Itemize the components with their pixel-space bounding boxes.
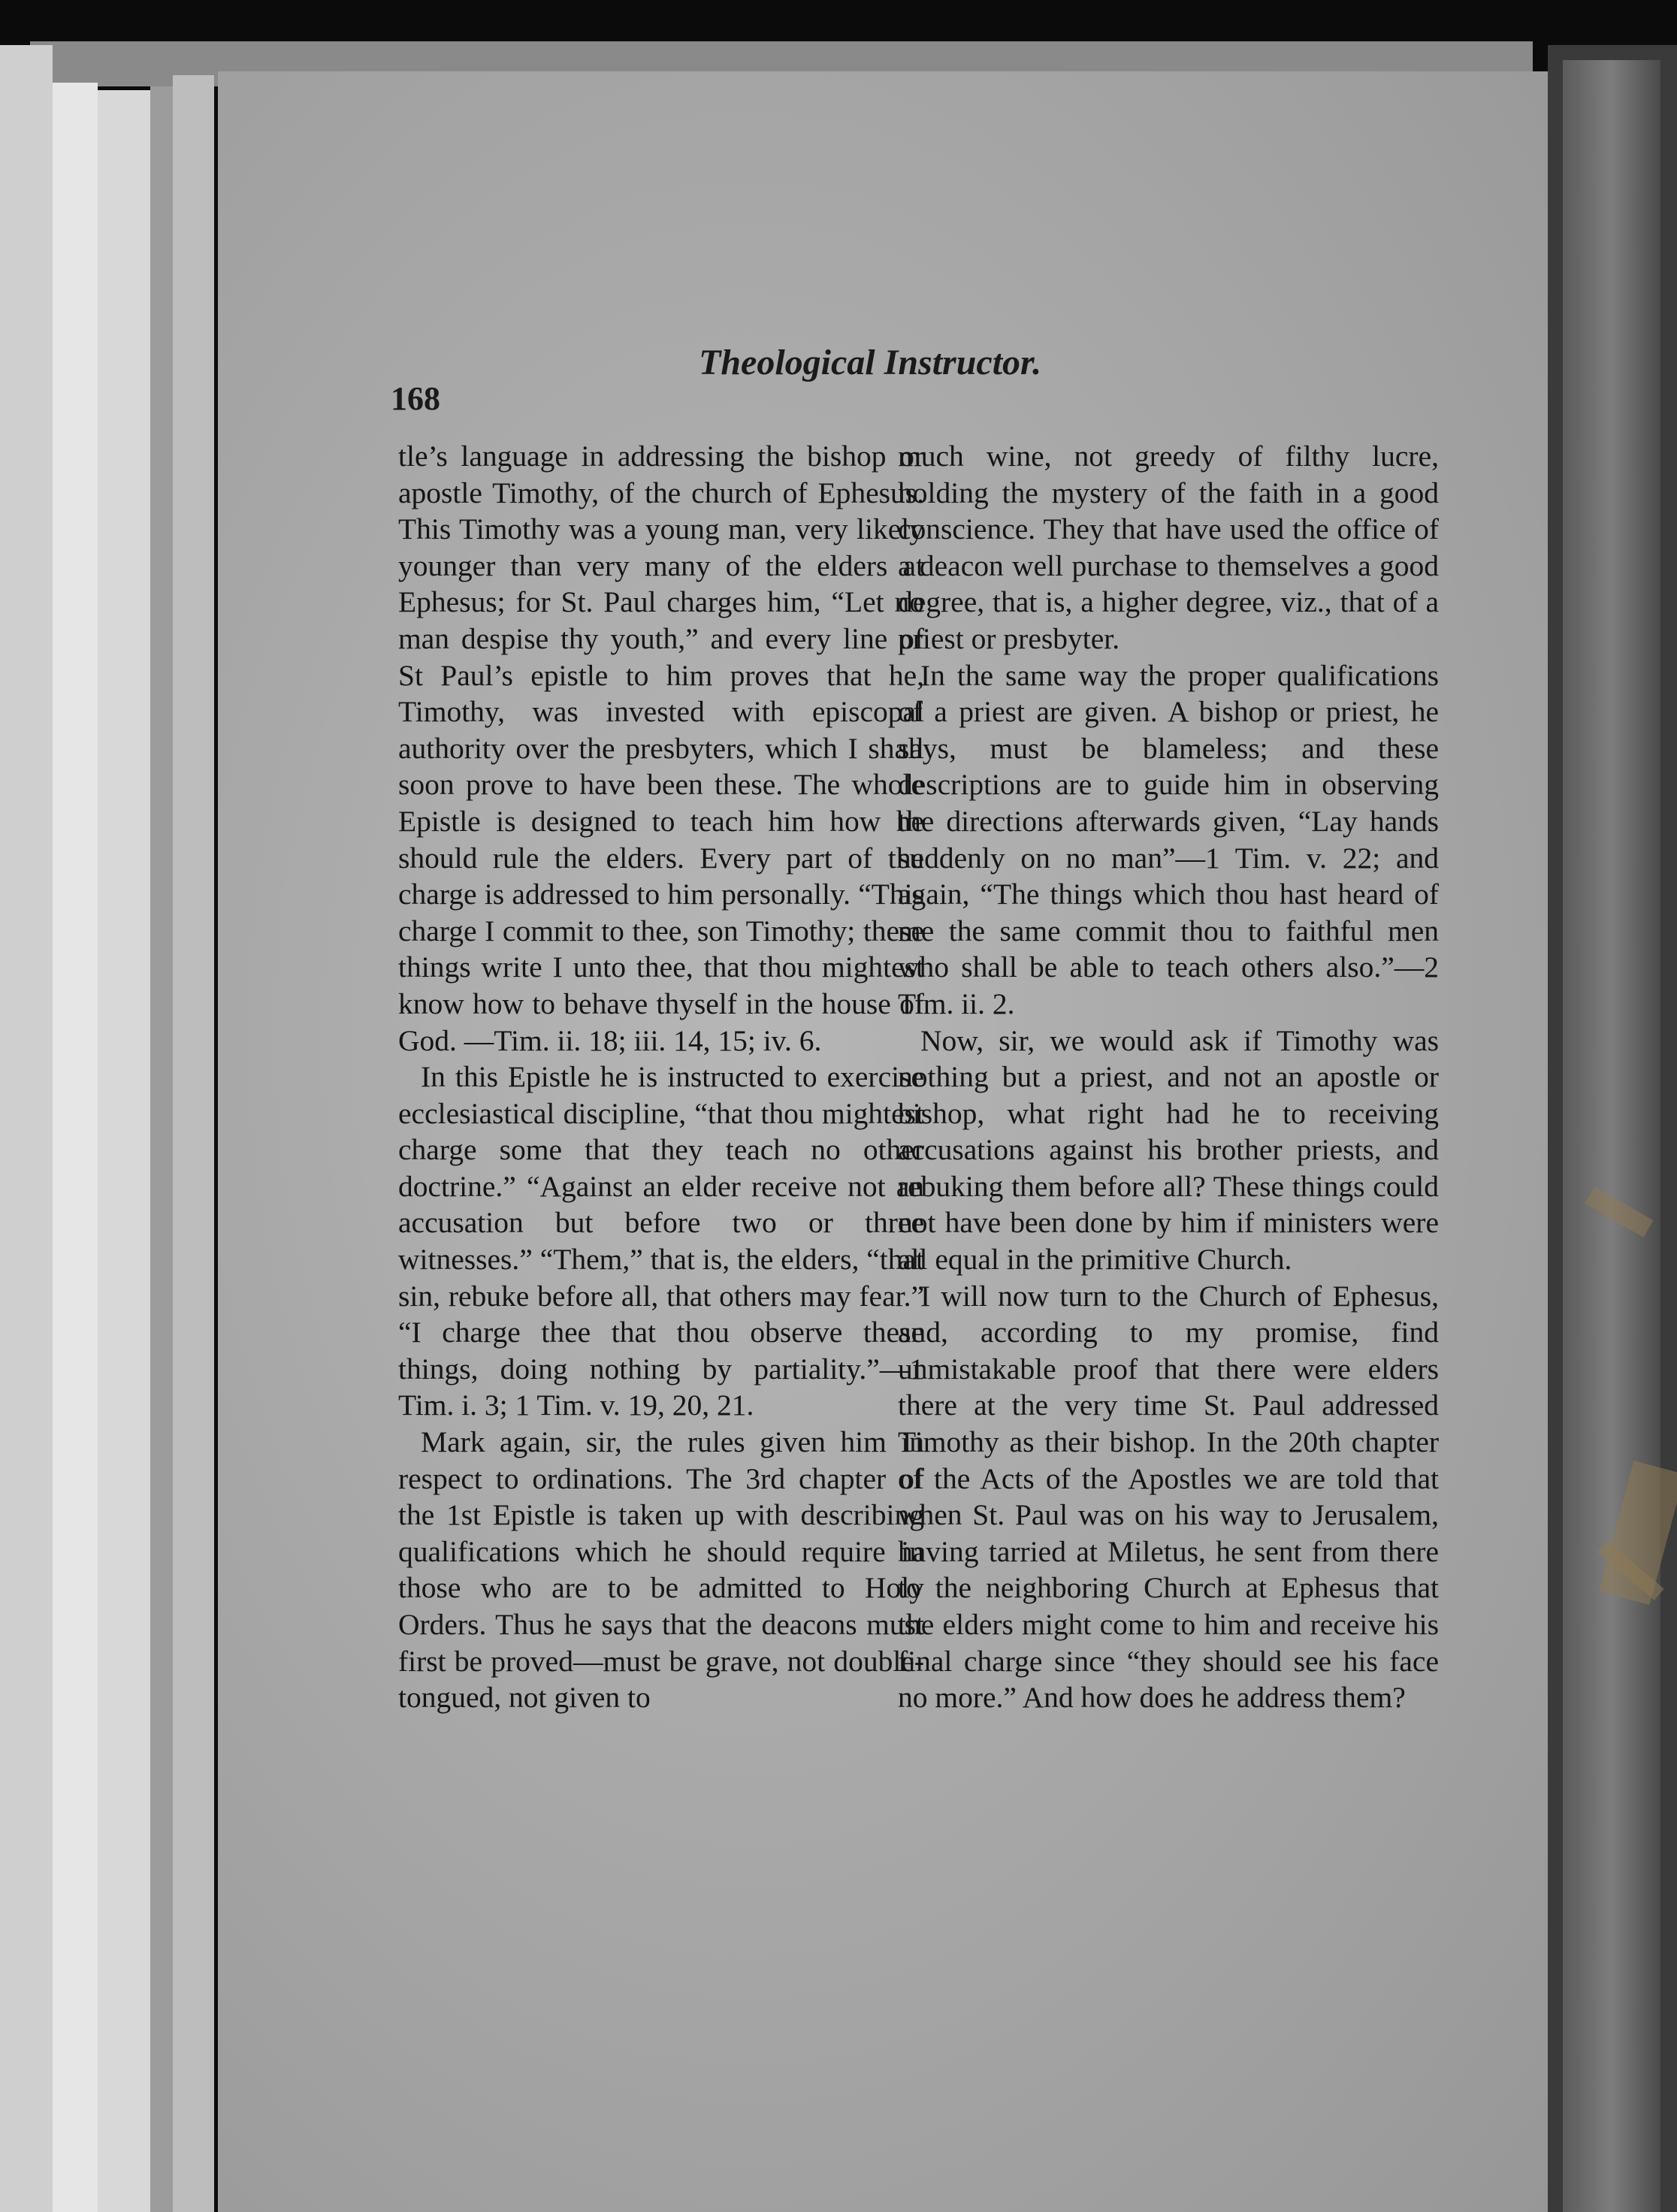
page-stack-edge — [173, 75, 214, 2212]
page-stack-edge — [0, 45, 53, 2212]
page-stack-edge — [53, 83, 98, 2212]
paragraph: Now, sir, we would ask if Timothy was nothing but a priest, and not an apostle or bishop, what right had he to receiving accusations against his brother priests, and rebuking them before all? These things could not have been done by him if ministers were all equal in the primitive Church. — [898, 1023, 1439, 1277]
page-number: 168 — [391, 380, 440, 417]
facing-page-strip — [1563, 60, 1660, 2212]
paragraph: Mark again, sir, the rules given him in respect to ordinations. The 3rd chapter of the 1st Epistle is taken up with describing qualifications which he should require in those who are to be admitted to Holy Orders. Thus he says that the deacons must first be proved—must be grave, not double-tongued, not given to — [398, 1425, 924, 1715]
page-stack-edge — [98, 90, 150, 2212]
paragraph: In the same way the proper qualifications of a priest are given. A bishop or priest, he says, must be blameless; and these descriptions are to guide him in observing the directions afterwards given, “Lay hands suddenly on no man”—1 Tim. v. 22; and again, “The things which thou hast heard of me the same commit thou to faithful men who shall be able to teach others also.”—2 Tim. ii. 2. — [898, 658, 1439, 1020]
paragraph: In this Epistle he is instructed to exercise ecclesiastical discipline, “that thou mightest charge some that they teach no other doctrine.” “Against an elder receive not an accusation but before two or three witnesses.” “Them,” that is, the elders, “that sin, rebuke before all, that others may fear.” “I charge thee that thou observe these things, doing nothing by partiality.”—1 Tim. i. 3; 1 Tim. v. 19, 20, 21. — [398, 1060, 924, 1422]
page-stack-edge — [150, 86, 173, 2212]
paragraph: I will now turn to the Church of Ephesus, and, according to my promise, find unmistakable proof that there were elders there at the very time St. Paul addressed Timothy as their bishop. In the 20th chapter of the Acts of the Apostles we are told that when St. Paul was on his way to Jerusalem, having tarried at Miletus, he sent from there to the neighboring Church at Ephesus that the elders might come to him and receive his final charge since “they should see his face no more.” And how does he address them? — [898, 1279, 1439, 1715]
left-column — [398, 438, 924, 1716]
running-head — [391, 297, 1518, 417]
running-title: Theological Instructor. — [699, 343, 1042, 382]
paragraph: tle’s language in addressing the bishop or apostle Timothy, of the church of Ephesus. This Timothy was a young man, very likely younger than very many of the elders at Ephesus; for St. Paul charges him, “Let no man despise thy youth,” and every line of St Paul’s epistle to him proves that he, Timothy, was invested with episcopal authority over the presbyters, which I shall soon prove to have been these. The whole Epistle is designed to teach him how he should rule the elders. Every part of the charge is addressed to him personally. “This charge I commit to thee, son Timothy; these things write I unto thee, that thou mightest know how to behave thyself in the house of God. —Tim. ii. 18; iii. 14, 15; iv. 6. — [398, 440, 924, 1057]
book-page — [218, 71, 1548, 2212]
paragraph: much wine, not greedy of filthy lucre, holding the mystery of the faith in a good conscience. They that have used the office of a deacon well purchase to themselves a good degree, that is, a higher degree, viz., that of a priest or presbyter. — [898, 440, 1439, 655]
right-column — [898, 438, 1439, 1716]
